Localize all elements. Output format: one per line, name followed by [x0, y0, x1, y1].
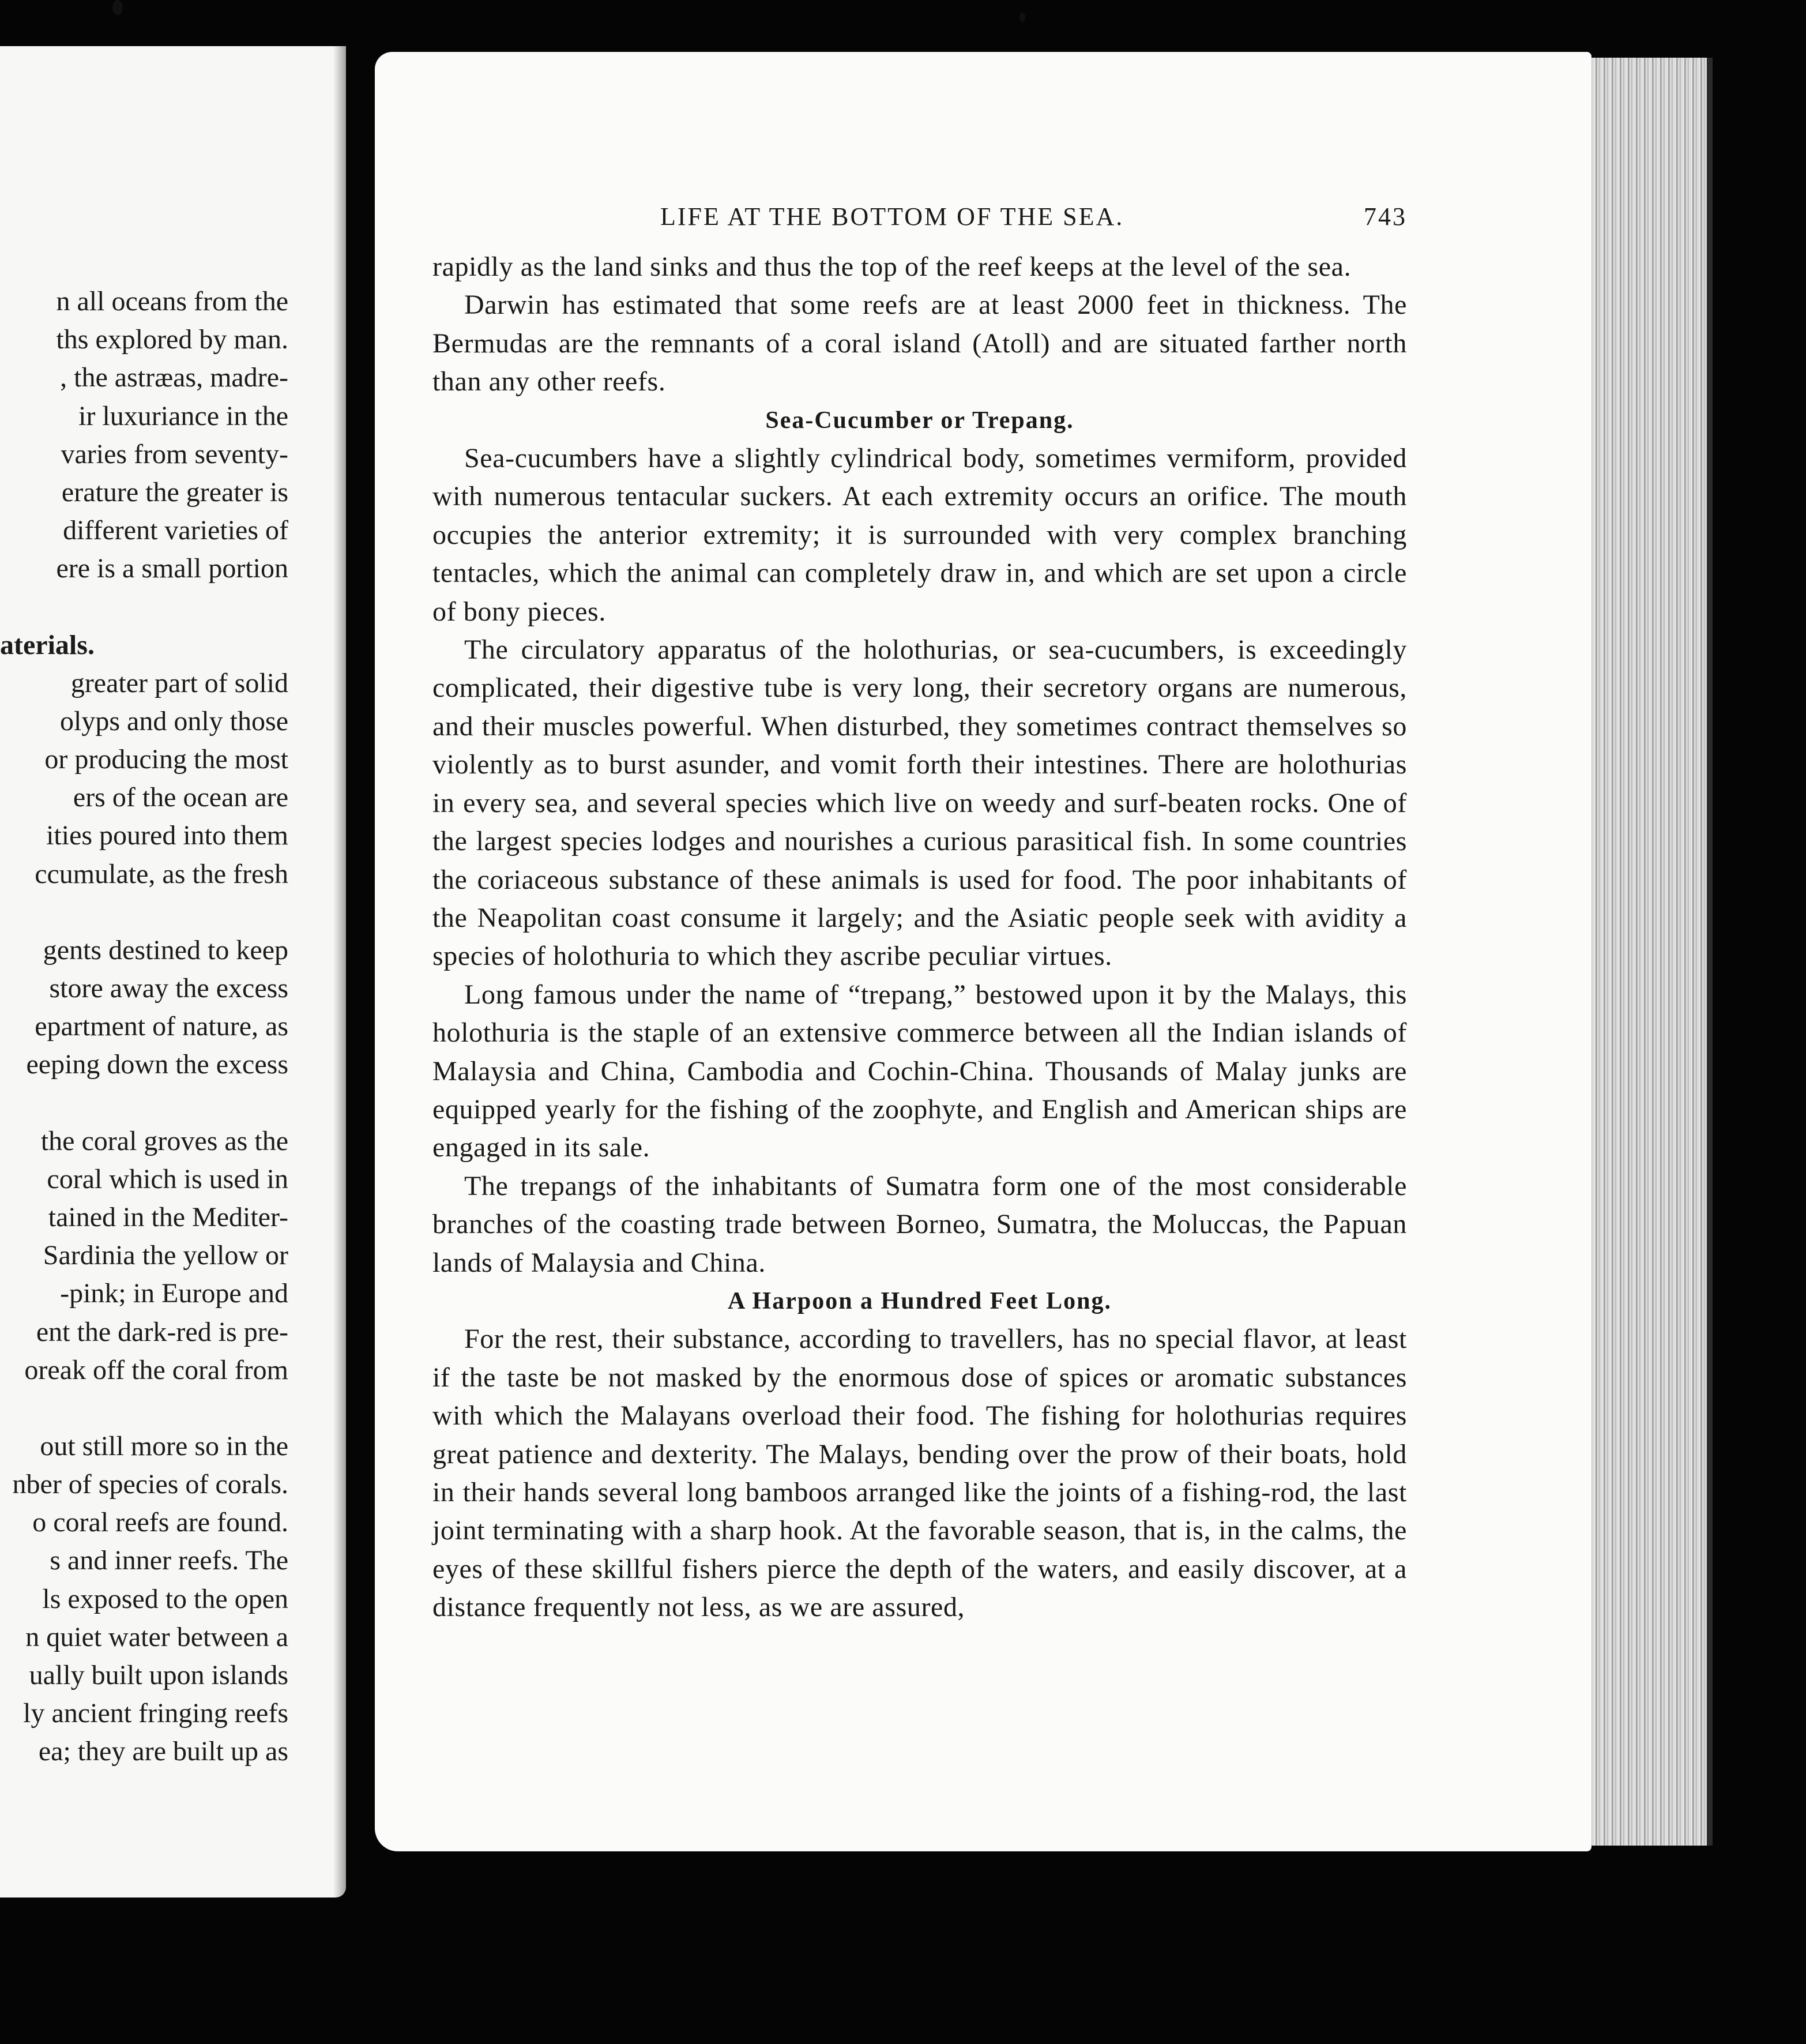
left-page-line: varies from seventy-: [61, 438, 288, 469]
left-page-line: -pink; in Europe and: [60, 1278, 288, 1309]
left-page-line: o coral reefs are found.: [32, 1507, 288, 1538]
left-page-line: or producing the most: [44, 744, 288, 775]
left-page-line: ually built upon islands: [29, 1660, 288, 1690]
paragraph: For the rest, their substance, according to travellers, has no special flavor, at least if the taste be not masked by the enormous dose of spices or aromatic substances with which the Malayans overload their food. The fishing for holothurias requires great patience and dexterity. The Malays, bending over the prow of their boats, hold in their hands several long bamboos arranged like the joints of a fishing-rod, the last joint terminating with a sharp hook. At the favorable season, that is, in the calms, the eyes of these skillful fishers pierce the depth of the waters, and easily discover, at a distance frequently not less, as we are assured,: [432, 1324, 1407, 1623]
paragraph: rapidly as the land sinks and thus the top of the reef keeps at the level of the sea.: [432, 251, 1352, 282]
left-page-line: Sardinia the yellow or: [43, 1240, 288, 1271]
left-page-line: [0, 893, 288, 931]
left-page-line: [0, 588, 288, 626]
paragraph: The circulatory apparatus of the holothurias, or sea-cucumbers, is exceedingly complicated, their digestive tube is very long, their secretory organs are numerous, and their muscles powerful. When disturbed, they sometimes contract themselves so violently as to burst asunder, and vomit forth their intestines. There are holothurias in every sea, and several species which live on weedy and surf-beaten rocks. One of the largest species lodges and nourishes a curious parasitical fish. In some countries the coriaceous substance of these animals is used for food. The poor inhabitants of the Neapolitan coast consume it largely; and the Asiatic people seek with avidity a species of holothuria to which they ascribe peculiar virtues.: [432, 634, 1407, 972]
left-page-line: tained in the Mediter-: [48, 1201, 288, 1233]
left-page-line: eeping down the excess: [26, 1049, 288, 1080]
paragraph: Long famous under the name of “trepang,” bestowed upon it by the Malays, this holothuria is the staple of an extensive commerce between all the Indian islands of Malaysia and China, Cambodia and Cochin-China. Thousands of Malay junks are equipped yearly for the fishing of the zoophyte, and English and American ships are engaged in its sale.: [432, 979, 1407, 1163]
left-page-line: olyps and only those: [60, 705, 288, 737]
left-page-line: ths explored by man.: [56, 324, 288, 355]
left-page-line: ir luxuriance in the: [78, 400, 288, 431]
left-page: [0, 46, 346, 1898]
left-page-line: out still more so in the: [40, 1430, 288, 1461]
scan-speck: [112, 0, 123, 15]
section-heading: A Harpoon a Hundred Feet Long.: [728, 1287, 1112, 1314]
right-page: [375, 52, 1591, 1851]
left-page-line: gents destined to keep: [43, 934, 288, 965]
left-page-line: store away the excess: [49, 973, 288, 1004]
left-page-line: s and inner reefs. The: [50, 1545, 288, 1576]
left-page-line: ers of the ocean are: [73, 782, 288, 813]
left-page-line: ities poured into them: [46, 820, 288, 851]
left-page-line: n all oceans from the: [56, 286, 288, 317]
left-page-line: ly ancient fringing reefs: [23, 1698, 288, 1729]
left-page-line: , the astræas, madre-: [60, 362, 288, 393]
left-page-line: nber of species of corals.: [12, 1469, 288, 1500]
section-heading: Sea-Cucumber or Trepang.: [765, 407, 1074, 434]
left-page-line: [0, 1389, 288, 1427]
left-page-line: greater part of solid: [70, 667, 288, 698]
left-page-line: different varieties of: [63, 515, 288, 546]
left-page-line: [0, 1084, 288, 1122]
running-head: [432, 202, 1407, 248]
left-page-line: coral which is used in: [47, 1163, 288, 1194]
left-page-line: ccumulate, as the fresh: [35, 858, 288, 889]
scan-speck: [1019, 13, 1025, 22]
left-page-line: erature the greater is: [61, 476, 288, 508]
left-page-line: ea; they are built up as: [38, 1736, 288, 1767]
page-number: 743: [1364, 202, 1407, 231]
left-gutter-shadow: [333, 46, 346, 1898]
paragraph: The trepangs of the inhabitants of Sumatra form one of the most considerable branches of the coasting trade between Borneo, Sumatra, the Moluccas, the Papuan lands of Malaysia and China.: [432, 1170, 1407, 1278]
left-page-text: [0, 283, 288, 1771]
left-page-line: ent the dark-red is pre-: [36, 1316, 288, 1347]
left-page-line: aterials.: [0, 629, 95, 660]
left-page-line: the coral groves as the: [40, 1125, 288, 1156]
paragraph: Darwin has estimated that some reefs are at least 2000 feet in thickness. The Bermudas are the remnants of a coral island (Atoll) and are situated farther north than any other reefs.: [432, 290, 1407, 397]
page-edges: [1577, 58, 1713, 1846]
page-content: [432, 202, 1407, 1627]
left-page-line: ls exposed to the open: [42, 1583, 288, 1614]
running-head-title: LIFE AT THE BOTTOM OF THE SEA.: [660, 202, 1124, 231]
body-text: [432, 248, 1407, 1627]
left-page-line: oreak off the coral from: [24, 1354, 288, 1385]
left-page-line: ere is a small portion: [56, 553, 288, 584]
left-page-line: epartment of nature, as: [35, 1011, 288, 1042]
paragraph: Sea-cucumbers have a slightly cylindrical body, sometimes vermiform, provided with numerous tentacular suckers. At each extremity occurs an orifice. The mouth occupies the anterior extremity; it is surrounded with very complex branching tentacles, which the animal can completely draw in, and which are set upon a circle of bony pieces.: [432, 443, 1407, 627]
left-page-line: n quiet water between a: [25, 1621, 288, 1652]
